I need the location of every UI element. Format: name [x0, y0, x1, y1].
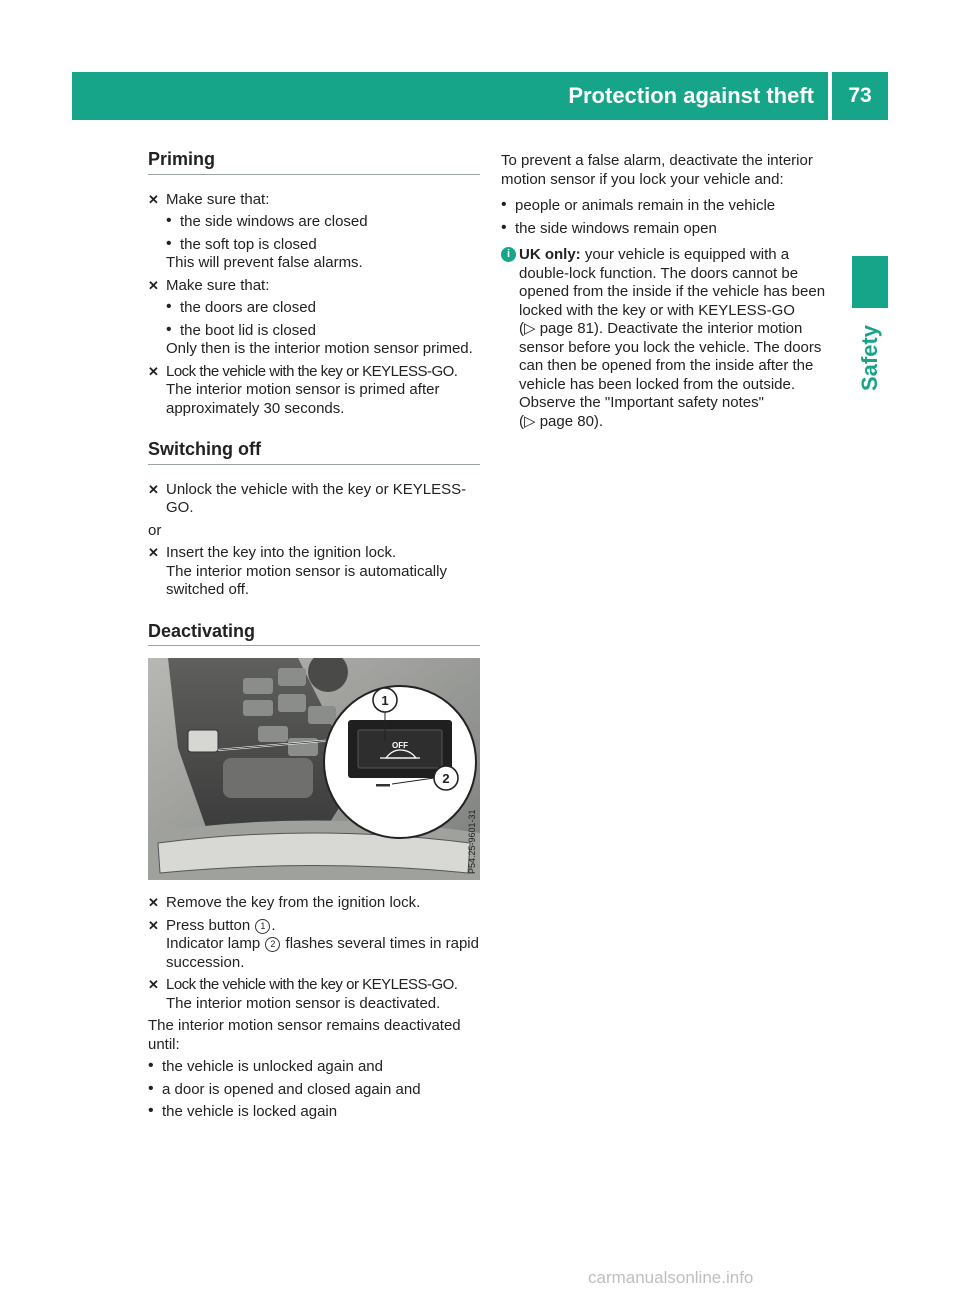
priming-step-2: ✕ Make sure that: [148, 276, 270, 294]
switching-off-step-1: ✕ Unlock the vehicle with the key or KEYLESS-GO. [148, 480, 467, 516]
deactivating-step-1: ✕ Remove the key from the ignition lock. [148, 894, 421, 911]
bullet-icon: • [148, 1057, 154, 1074]
callout-1-ref: 1 [255, 919, 270, 934]
remains-text: The interior motion sensor remains deactivated until: [148, 1017, 461, 1053]
deactivating-step-2: ✕ Press button 1 . Indicator lamp 2 flashes several times in rapid succession. [148, 916, 479, 971]
svg-text:1: 1 [381, 693, 389, 708]
info-icon: i [501, 247, 516, 262]
right-intro: To prevent a false alarm, deactivate the interior motion sensor if you lock your vehicle and: [501, 152, 813, 188]
list-item: • the side windows remain open [501, 218, 717, 237]
figure-code: P54.25-9601-31 [467, 809, 477, 874]
step-arrow-icon: ✕ [148, 545, 159, 560]
priming-bullets-2 [148, 299, 480, 340]
bullet-icon: • [501, 196, 507, 213]
step-arrow-icon: ✕ [148, 277, 159, 293]
bullet-icon: • [166, 320, 172, 338]
list-item: • the boot lid is closed [166, 320, 316, 339]
bullet-icon: • [166, 212, 172, 229]
overhead-control-panel-figure [148, 658, 480, 880]
chapter-label: Safety [857, 324, 882, 392]
list-item: • a door is opened and closed again and [148, 1079, 421, 1098]
right-column [501, 152, 837, 431]
bullet-icon: • [148, 1102, 154, 1119]
info-note: i UK only: your vehicle is equipped with a double-lock function. The doors cannot be opened from the inside if the vehicle has been locked with the key or with KEYLESS-GO (▷ page 81). Deactivate the interior motion sensor before you lock the vehicle. The doors can then be opened from the inside after the vehicle has been locked from the outside. Observe the "Important safety notes" (▷ page 80). [501, 246, 837, 431]
step-arrow-icon: ✕ [148, 363, 159, 379]
priming-note-2: Only then is the interior motion sensor primed. [166, 340, 473, 357]
priming-step-3: ✕ Lock the vehicle with the key or KEYLESS-GO. The interior motion sensor is primed after approximately 30 seconds. [148, 362, 458, 417]
switching-off-step-2: ✕ Insert the key into the ignition lock. The interior motion sensor is automatically switched off. [148, 544, 447, 598]
step-arrow-icon: ✕ [148, 895, 159, 910]
priming-step-1: ✕ Make sure that: [148, 190, 270, 208]
callout-2-ref: 2 [265, 937, 280, 952]
list-item: • the vehicle is unlocked again and [148, 1057, 383, 1075]
list-item: • the soft top is closed [166, 234, 317, 253]
control-panel-illustration [148, 658, 480, 880]
step-arrow-icon: ✕ [148, 977, 159, 992]
priming-bullets-1 [148, 213, 480, 254]
list-item: • the side windows are closed [166, 212, 368, 230]
step-arrow-icon: ✕ [148, 191, 159, 207]
list-item: • the vehicle is locked again [148, 1102, 338, 1120]
deactivating-heading: Deactivating [148, 622, 480, 647]
bullet-icon: • [166, 298, 172, 315]
priming-note-1: This will prevent false alarms. [166, 254, 363, 271]
off-button-label: OFF [392, 741, 408, 750]
page-number: 73 [848, 84, 872, 107]
section-title: Protection against theft [568, 83, 814, 108]
watermark: carmanualsonline.info [588, 1268, 754, 1287]
priming-heading: Priming [148, 150, 480, 175]
page-header [72, 72, 888, 120]
page-ref-81[interactable]: (▷ page 81). [519, 320, 604, 337]
bullet-icon: • [166, 234, 172, 252]
left-column [148, 150, 480, 1122]
bullet-icon: • [148, 1079, 154, 1097]
deactivating-step-3: ✕ Lock the vehicle with the key or KEYLESS-GO. The interior motion sensor is deactivated. [148, 976, 458, 1012]
switching-off-heading: Switching off [148, 440, 480, 465]
list-item: • the doors are closed [166, 298, 316, 316]
svg-text:2: 2 [442, 771, 450, 786]
step-arrow-icon: ✕ [148, 917, 159, 933]
list-item: • people or animals remain in the vehicle [501, 196, 776, 214]
page-ref-80[interactable]: (▷ page 80). [519, 412, 604, 430]
step-arrow-icon: ✕ [148, 481, 159, 497]
bullet-icon: • [501, 218, 507, 236]
or-text: or [148, 521, 162, 539]
chapter-tab [852, 256, 888, 308]
